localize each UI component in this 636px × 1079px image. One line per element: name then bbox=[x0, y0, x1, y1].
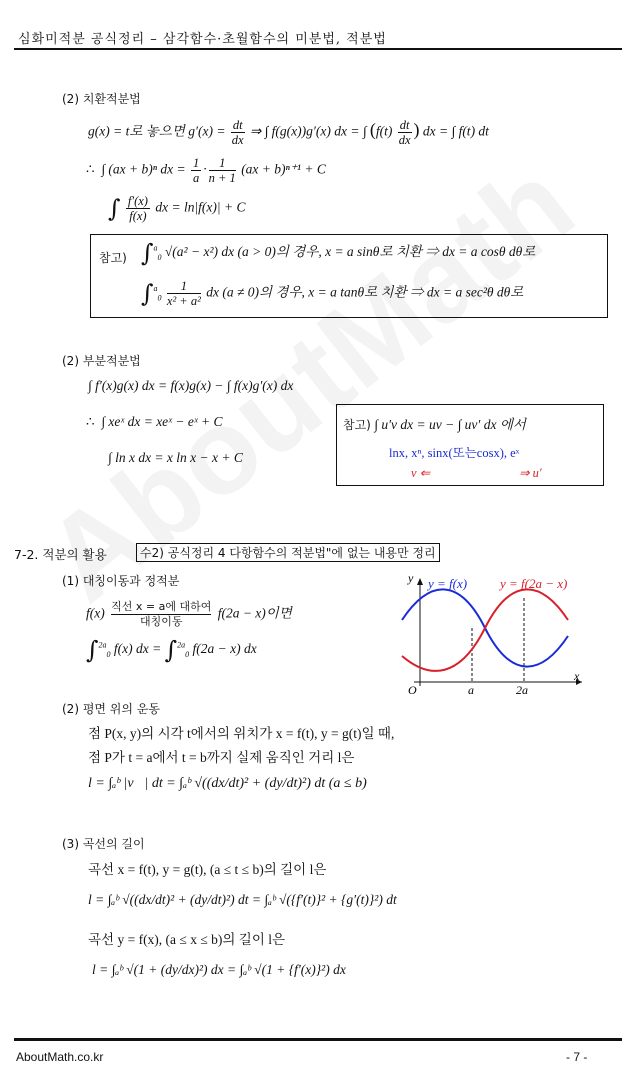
frac-dt-dx-2: $\frac{dt}{dx}$ bbox=[398, 118, 411, 147]
therefore-symbol: ∴ bbox=[86, 161, 95, 177]
substitution-line3: ∫ $\frac{f'(x)}{f(x)}$ dx = ln|f(x)| + C bbox=[108, 194, 246, 223]
frac-dt-dx: $\frac{dt}{dx}$ bbox=[231, 118, 244, 147]
footer-rule bbox=[14, 1038, 622, 1041]
parts-note-label: 참고) bbox=[343, 418, 371, 432]
section-72-boxed-note: 수2) 공식정리 4 다항함수의 적분법"에 없는 내용만 정리 bbox=[136, 543, 440, 562]
header-rule bbox=[14, 48, 622, 50]
sub-line2-b: (ax + b)ⁿ⁺¹ + C bbox=[241, 161, 326, 177]
graph-label-g: y = f(2a − x) bbox=[500, 576, 568, 591]
parts-line2-text: ∫ xeˣ dx = xeˣ − eˣ + C bbox=[101, 414, 223, 429]
graph-tick-a: a bbox=[468, 683, 474, 697]
note-box-parts bbox=[336, 404, 604, 486]
symmetry-integral: ∫$^{2a}_0$ f(x) dx = ∫$^{2a}_0$ f(2a − x) dx bbox=[86, 636, 257, 664]
note-row1: ∫$^a_0$ √(a² − x²) dx (a > 0)의 경우, x = a sinθ로 치환 ⇒ dx = a cosθ dθ로 bbox=[141, 239, 536, 267]
symmetry-graph bbox=[390, 568, 590, 700]
sub-line2-a: ∫ (ax + b)ⁿ dx = bbox=[101, 161, 186, 177]
graph-axis-x-label: x bbox=[574, 669, 580, 683]
page-header-title: 심화미적분 공식정리 – 삼각함수·초월함수의 미분법, 적분법 bbox=[18, 32, 387, 47]
substitution-line2: ∴ ∫ (ax + b)ⁿ dx = $\frac{1}{a}$ · $\frac{1}{n + 1}$ (ax + b)ⁿ⁺¹ + C bbox=[86, 156, 326, 185]
motion-heading: (2) 평면 위의 운동 bbox=[62, 702, 160, 716]
frac-1-x2a2: $\frac{1}{\text{x² + a²}}$ bbox=[166, 279, 201, 308]
sub-line1-c: f(t) bbox=[375, 123, 393, 139]
graph-y-arrow bbox=[417, 578, 423, 585]
graph-axis-y-label: y bbox=[408, 571, 414, 585]
parts-line3: ∫ ln x dx = x ln x − x + C bbox=[108, 450, 243, 465]
curve-line1: 곡선 x = f(t), y = g(t), (a ≤ t ≤ b)의 길이 l은 bbox=[88, 862, 327, 877]
parts-heading: (2) 부분적분법 bbox=[62, 354, 141, 368]
note-box-trig-substitution bbox=[90, 234, 608, 318]
note-row2: ∫$^a_0$ $\frac{1}{\text{x² + a²}}$ dx (a ≠ 0)의 경우, x = a tanθ로 치환 ⇒ dx = a sec²θ dθ로 bbox=[141, 279, 524, 308]
graph-curve-g bbox=[402, 589, 568, 670]
curve-formula1: l = ∫ₐᵇ √((dx/dt)² + (dy/dt)²) dt = ∫ₐᵇ √({f′(t)}² + {g′(t)}²) dt bbox=[88, 892, 397, 907]
footer-page-number: - 7 - bbox=[566, 1050, 588, 1064]
curve-line2: 곡선 y = f(x), (a ≤ x ≤ b)의 길이 l은 bbox=[88, 932, 286, 947]
parts-note-funcs: lnx, xⁿ, sinx(또는cosx), eˣ bbox=[389, 446, 520, 460]
symmetry-heading: (1) 대칭이동과 정적분 bbox=[62, 574, 180, 588]
frac-fprime-f: $\frac{f'(x)}{f(x)}$ bbox=[127, 194, 148, 223]
sub-line1-b: ⇒ ∫ f(g(x))g′(x) dx = ∫ bbox=[249, 123, 367, 139]
motion-line2: 점 P가 t = a에서 t = b까지 실제 움직인 거리 l은 bbox=[88, 750, 355, 765]
sym-integral-right: f(2a − x) dx bbox=[192, 641, 257, 657]
note-label: 참고) bbox=[99, 251, 127, 265]
section-72-title: 7-2. 적분의 활용 bbox=[14, 547, 107, 562]
sym-fx: f(x) bbox=[86, 605, 105, 621]
footer-site: AboutMath.co.kr bbox=[16, 1050, 104, 1064]
note-row2-text: dx (a ≠ 0)의 경우, x = a tanθ로 치환 ⇒ dx = a sec²θ dθ로 bbox=[206, 284, 524, 300]
substitution-line1: g(x) = t로 놓으면 g′(x) = $\frac{dt}{dx}$ ⇒ ∫ f(g(x))g′(x) dx = ∫ (f(t) $\frac{dt}{dx}$ ) dx = ∫ f(t) dt bbox=[88, 118, 489, 147]
frac-1-a: $\frac{1}{a}$ bbox=[193, 156, 200, 185]
sub-line1-d: dx = ∫ f(t) dt bbox=[422, 123, 489, 139]
sym-result: f(2a − x)이면 bbox=[217, 605, 292, 621]
motion-line1: 점 P(x, y)의 시각 t에서의 위치가 x = f(t), y = g(t)일 때, bbox=[88, 726, 395, 741]
sub-line3-b: dx = ln|f(x)| + C bbox=[155, 199, 246, 215]
parts-note-formula: ∫ u′v dx = uv − ∫ uv′ dx 에서 bbox=[374, 417, 526, 432]
sub-line1-a: g(x) = t로 놓으면 g′(x) = bbox=[88, 123, 226, 139]
note-row1-text: √(a² − x²) dx (a > 0)의 경우, x = a sinθ로 치환 ⇒ dx = a cosθ dθ로 bbox=[164, 244, 536, 260]
sym-arrow: $\frac{\text{직선 x = a에 대하여}}{\text{대칭이동}}$ bbox=[111, 600, 212, 628]
frac-1-n1: $\frac{1}{n + 1}$ bbox=[208, 156, 236, 185]
parts-line2: ∴ ∫ xeˣ dx = xeˣ − eˣ + C bbox=[86, 414, 223, 429]
parts-note-v: v ⇐ bbox=[411, 466, 431, 480]
parts-note-row bbox=[343, 413, 526, 433]
curve-heading: (3) 곡선의 길이 bbox=[62, 837, 145, 851]
graph-tick-2a: 2a bbox=[516, 683, 528, 697]
graph-label-f: y = f(x) bbox=[428, 576, 468, 591]
sym-integral-left: f(x) dx = bbox=[113, 641, 162, 657]
parts-note-u: ⇒ u′ bbox=[519, 466, 542, 480]
graph-origin: O bbox=[408, 683, 417, 697]
parts-line1: ∫ f′(x)g(x) dx = f(x)g(x) − ∫ f(x)g′(x) dx bbox=[88, 378, 294, 393]
curve-formula2: l = ∫ₐᵇ √(1 + (dy/dx)²) dx = ∫ₐᵇ √(1 + {f′(x)}²) dx bbox=[92, 962, 346, 977]
symmetry-mapping bbox=[86, 600, 292, 629]
motion-formula: l = ∫ₐᵇ |v⃗| dt = ∫ₐᵇ √((dx/dt)² + (dy/dt)²) dt (a ≤ b) bbox=[88, 776, 367, 791]
substitution-heading: (2) 치환적분법 bbox=[62, 92, 141, 106]
